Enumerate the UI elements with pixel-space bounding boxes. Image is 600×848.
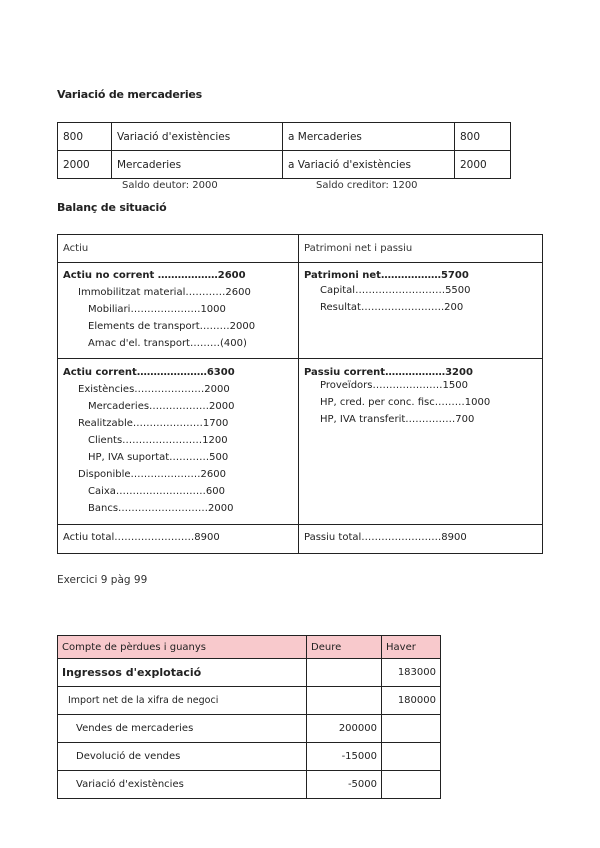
pyg-header-cell: Haver	[382, 636, 441, 659]
variacio-title: Variació de mercaderies	[57, 88, 203, 101]
passiu-total: Passiu total……………………8900	[304, 532, 467, 543]
exercici-label: Exercici 9 pàg 99	[57, 574, 148, 586]
mobiliari: Mobiliari…………………1000	[88, 304, 226, 315]
amortitzacio: Amac d'el. transport………(400)	[88, 338, 247, 349]
pyg-row	[58, 687, 441, 715]
actiu-total: Actiu total……………………8900	[63, 532, 220, 543]
journal-cell: 800	[58, 123, 112, 151]
pyg-deure: 200000	[307, 715, 382, 743]
passiu-header: Patrimoni net i passiu	[304, 243, 413, 254]
pyg-deure	[307, 687, 382, 715]
pyg-row	[58, 771, 441, 799]
journal-cell: a Variació d'existències	[283, 151, 455, 179]
pyg-label: Vendes de mercaderies	[58, 715, 307, 743]
journal-cell: 2000	[58, 151, 112, 179]
pyg-row	[58, 743, 441, 771]
actiu-no-corrent: Actiu no corrent ………………2600	[63, 270, 246, 281]
pyg-haver	[382, 743, 441, 771]
balance-sheet	[57, 234, 543, 554]
column-divider	[298, 235, 299, 553]
capital: Capital………………………5500	[320, 285, 471, 296]
pyg-deure	[307, 659, 382, 687]
pyg-haver	[382, 715, 441, 743]
pyg-label: Ingressos d'explotació	[58, 659, 307, 687]
saldo-deutor: Saldo deutor: 2000	[122, 180, 218, 191]
row-divider	[58, 262, 542, 263]
pyg-haver: 180000	[382, 687, 441, 715]
mercaderies: Mercaderies………………2000	[88, 401, 235, 412]
pyg-row	[58, 715, 441, 743]
disponible: Disponible…………………2600	[78, 469, 226, 480]
actiu-header: Actiu	[63, 243, 89, 254]
hp-iva-transferit: HP, IVA transferit……………700	[320, 414, 475, 425]
clients: Clients……………………1200	[88, 435, 228, 446]
pyg-header-cell: Deure	[307, 636, 382, 659]
elements-transport: Elements de transport………2000	[88, 321, 256, 332]
pyg-haver: 183000	[382, 659, 441, 687]
journal-cell: Mercaderies	[112, 151, 283, 179]
pyg-deure: -5000	[307, 771, 382, 799]
immobilitzat-material: Immobilitzat material…………2600	[78, 287, 251, 298]
saldo-creditor: Saldo creditor: 1200	[316, 180, 418, 191]
pyg-row	[58, 659, 441, 687]
resultat: Resultat…………………….200	[320, 302, 464, 313]
existencies: Existències…………………2000	[78, 384, 230, 395]
journal-cell: a Mercaderies	[283, 123, 455, 151]
journal-row	[58, 151, 511, 179]
pyg-table	[57, 635, 441, 799]
realitzable: Realitzable…………………1700	[78, 418, 229, 429]
journal-cell: Variació d'existències	[112, 123, 283, 151]
patrimoni-net: Patrimoni net………………5700	[304, 270, 469, 281]
journal-entries-table	[57, 122, 511, 179]
pyg-header-row	[58, 636, 441, 659]
pyg-label: Import net de la xifra de negoci	[58, 687, 307, 715]
pyg-label: Variació d'existències	[58, 771, 307, 799]
pyg-header-cell: Compte de pèrdues i guanys	[58, 636, 307, 659]
hp-cred-fiscal: HP, cred. per conc. fisc………1000	[320, 397, 491, 408]
journal-cell: 2000	[455, 151, 511, 179]
journal-cell: 800	[455, 123, 511, 151]
pyg-deure: -15000	[307, 743, 382, 771]
bancs: Bancs………………………2000	[88, 503, 234, 514]
pyg-haver	[382, 771, 441, 799]
row-divider	[58, 358, 542, 359]
passiu-corrent: Passiu corrent………………3200	[304, 367, 473, 378]
proveidors: Proveïdors…………………1500	[320, 380, 468, 391]
actiu-corrent: Actiu corrent…………………6300	[63, 367, 235, 378]
row-divider	[58, 524, 542, 525]
caixa: Caixa………………………600	[88, 486, 226, 497]
hp-iva-suportat: HP, IVA suportat…………500	[88, 452, 229, 463]
balanc-title: Balanç de situació	[57, 201, 167, 214]
pyg-label: Devolució de vendes	[58, 743, 307, 771]
journal-row	[58, 123, 511, 151]
